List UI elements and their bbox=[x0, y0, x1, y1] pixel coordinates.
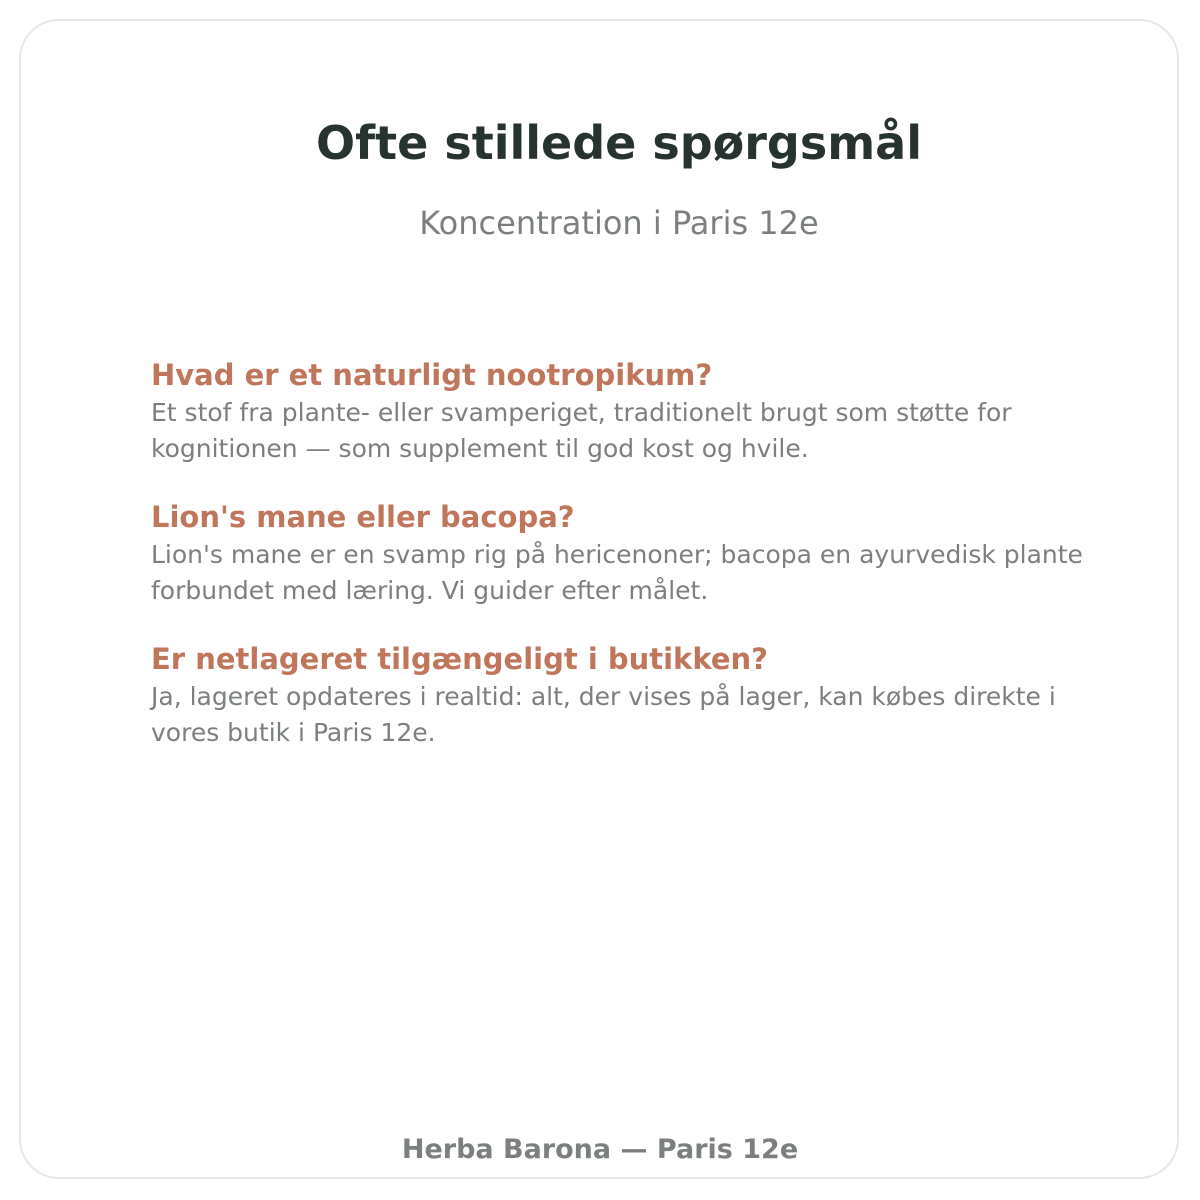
faq-question: Lion's mane eller bacopa? bbox=[151, 500, 575, 534]
faq-answer: Ja, lageret opdateres i realtid: alt, der vises på lager, kan købes direkte i vores butik i Paris 12e. bbox=[151, 682, 1056, 747]
faq-list bbox=[151, 355, 1121, 781]
faq-item bbox=[151, 355, 1121, 467]
page-title: Ofte stillede spørgsmål bbox=[316, 116, 922, 170]
faq-answer: Lion's mane er en svamp rig på hericenoner; bacopa en ayurvedisk plante forbundet med læring. Vi guider efter målet. bbox=[151, 540, 1083, 605]
faq-item bbox=[151, 639, 1121, 751]
faq-question: Er netlageret tilgængeligt i butikken? bbox=[151, 642, 768, 676]
faq-question: Hvad er et naturligt nootropikum? bbox=[151, 358, 713, 392]
faq-item bbox=[151, 497, 1121, 609]
faq-card bbox=[19, 19, 1179, 1179]
faq-answer: Et stof fra plante- eller svamperiget, traditionelt brugt som støtte for kognitionen — som supplement til god kost og hvile. bbox=[151, 398, 1012, 463]
page-subtitle: Koncentration i Paris 12e bbox=[419, 204, 819, 242]
footer-brand: Herba Barona — Paris 12e bbox=[401, 1134, 799, 1165]
